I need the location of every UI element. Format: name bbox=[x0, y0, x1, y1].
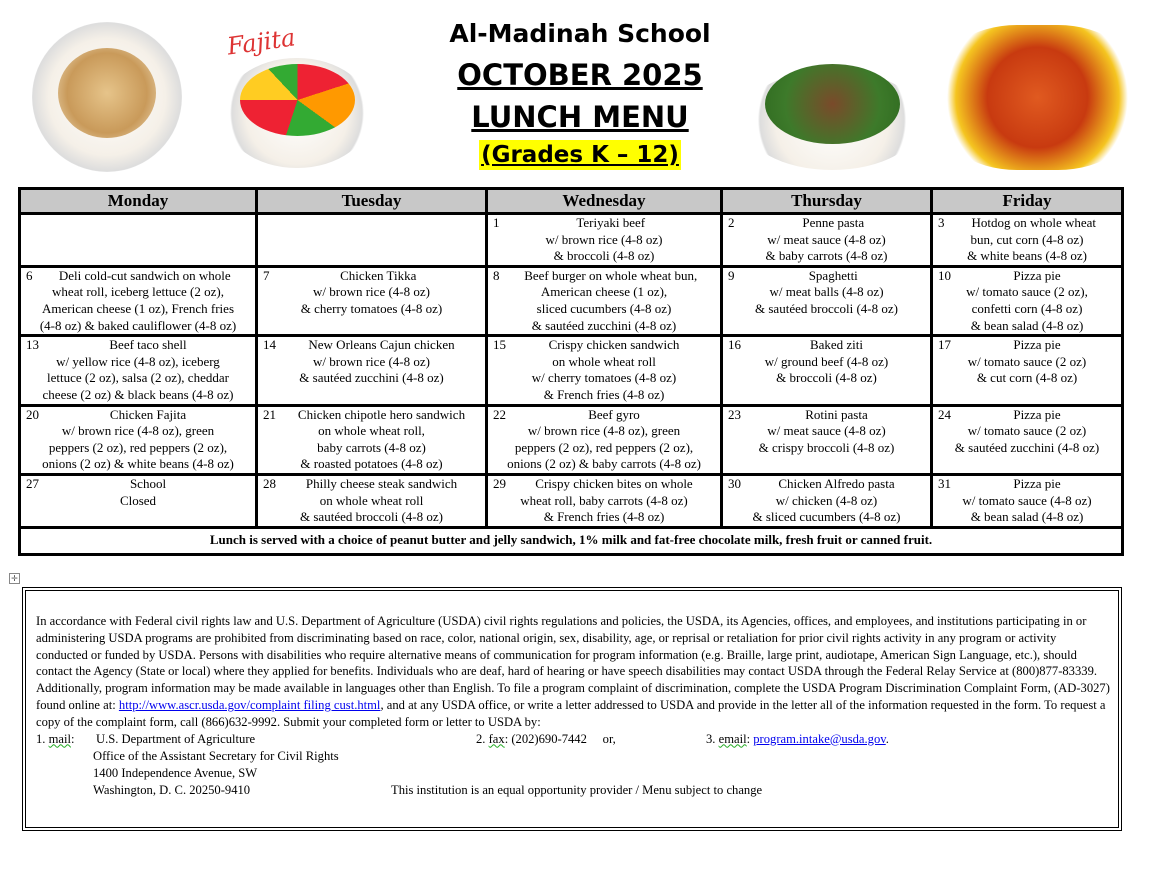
menu-line: American cheese (1 oz), bbox=[540, 284, 668, 300]
menu-line: w/ chicken (4-8 oz) bbox=[775, 492, 878, 508]
email-number: 3. bbox=[706, 731, 716, 746]
day-number: 31 bbox=[938, 475, 951, 491]
week-row bbox=[20, 266, 1123, 335]
day-number: 6 bbox=[26, 267, 33, 283]
menu-line: American cheese (1 oz), French fries bbox=[41, 300, 235, 316]
menu-day-cell bbox=[722, 266, 932, 335]
menu-day-cell bbox=[20, 336, 257, 405]
complaint-form-link[interactable]: http://www.ascr.usda.gov/complaint filing cust.html bbox=[118, 697, 381, 712]
mail-address-line: 1400 Independence Avenue, SW bbox=[93, 765, 258, 780]
menu-first-line bbox=[23, 407, 253, 424]
menu-first-line bbox=[725, 407, 928, 424]
menu-first-line bbox=[23, 268, 253, 285]
menu-line: Crispy chicken bites on whole bbox=[535, 475, 693, 491]
week-row bbox=[20, 214, 1123, 267]
menu-line: w/ brown rice (4-8 oz) bbox=[545, 231, 663, 247]
menu-line: wheat roll, iceberg lettuce (2 oz), bbox=[52, 284, 224, 300]
day-number: 9 bbox=[728, 267, 735, 283]
day-number: 20 bbox=[26, 406, 39, 422]
menu-day-cell bbox=[722, 214, 932, 267]
menu-line: w/ brown rice (4-8 oz) bbox=[313, 284, 430, 300]
menu-line: (4-8 oz) & baked cauliflower (4-8 oz) bbox=[39, 317, 237, 333]
menu-line: Teriyaki beef bbox=[576, 215, 646, 230]
menu-line: Chicken Alfredo pasta bbox=[778, 475, 895, 491]
grades-label: (Grades K – 12) bbox=[481, 142, 679, 168]
menu-day-cell bbox=[20, 266, 257, 335]
menu-first-line bbox=[725, 268, 928, 285]
menu-line: Crispy chicken sandwich bbox=[548, 337, 680, 353]
menu-day-cell bbox=[932, 474, 1123, 527]
statement-para-1: In accordance with Federal civil rights law and U.S. Department of Agriculture (USDA) civil rights regulations and policies, the USDA, its Agencies, offices, and employees, and institutions participating in or administering USDA programs are prohibited from discriminating based on race, color, national origin, sex, disability, age, or reprisal or retaliation for prior civil rights activity in any program or activity conducted or funded by USDA. Persons with disabilities who require alternative means of communication for program information (e.g. Braille, large print, audiotape, American Sign Language, etc.), should contact the Agency (State or local) where they applied for benefits. Individuals who are deaf, hard of hearing or have speech disabilities may contact USDA through the Federal Relay Service at (800)877-83339. Additionally, program information may be made available in languages other than English. To file a program complaint of discrimination, complete the USDA Program Discrimination Complaint Form, (AD-3027) found online at: bbox=[36, 614, 1110, 712]
menu-line: on whole wheat roll, bbox=[318, 423, 425, 439]
mail-address-line: U.S. Department of Agriculture bbox=[96, 731, 256, 746]
menu-line: Pizza pie bbox=[1013, 475, 1061, 491]
day-number: 2 bbox=[728, 215, 735, 230]
menu-line: w/ tomato sauce (2 oz) bbox=[967, 423, 1087, 439]
day-number: 24 bbox=[938, 406, 951, 422]
lunch-menu-table bbox=[18, 187, 1124, 556]
day-number: 7 bbox=[263, 267, 270, 283]
email-label: email bbox=[718, 731, 747, 746]
menu-first-line bbox=[490, 476, 718, 493]
day-number: 3 bbox=[938, 215, 945, 230]
usda-nondiscrimination-statement bbox=[22, 587, 1122, 831]
menu-day-cell bbox=[20, 474, 257, 527]
menu-line: Chicken Tikka bbox=[340, 267, 417, 283]
fax-label: fax bbox=[488, 731, 505, 746]
school-name: Al-Madinah School bbox=[449, 19, 711, 48]
page-header bbox=[420, 14, 740, 170]
fax-value: : (202)690-7442 or, bbox=[504, 731, 616, 746]
menu-line: onions (2 oz) & baby carrots (4-8 oz) bbox=[507, 456, 701, 472]
menu-line: on whole wheat roll bbox=[552, 353, 656, 369]
menu-line: & sautéed broccoli (4-8 oz) bbox=[755, 300, 898, 316]
menu-line: & crispy broccoli (4-8 oz) bbox=[758, 439, 895, 455]
menu-line: sliced cucumbers (4-8 oz) bbox=[536, 300, 672, 316]
day-header-thursday: Thursday bbox=[722, 189, 932, 214]
menu-first-line bbox=[935, 476, 1119, 493]
menu-line: w/ tomato sauce (2 oz) bbox=[967, 353, 1087, 369]
menu-line: Chicken Fajita bbox=[109, 406, 187, 422]
menu-day-cell bbox=[20, 405, 257, 474]
menu-first-line bbox=[725, 215, 928, 232]
menu-first-line bbox=[260, 268, 483, 285]
day-header-friday: Friday bbox=[932, 189, 1123, 214]
menu-line: baby carrots (4-8 oz) bbox=[317, 439, 426, 455]
menu-line: w/ cherry tomatoes (4-8 oz) bbox=[531, 370, 677, 386]
menu-line: peppers (2 oz), red peppers (2 oz), bbox=[48, 439, 228, 455]
menu-day-cell bbox=[487, 214, 722, 267]
menu-line: w/ tomato sauce (2 oz), bbox=[966, 284, 1088, 300]
menu-line: w/ yellow rice (4-8 oz), iceberg bbox=[56, 353, 220, 369]
menu-line: & cherry tomatoes (4-8 oz) bbox=[300, 300, 443, 316]
menu-line: w/ meat sauce (4-8 oz) bbox=[767, 231, 886, 247]
menu-day-cell bbox=[932, 336, 1123, 405]
menu-line: & sautéed broccoli (4-8 oz) bbox=[300, 509, 443, 525]
menu-day-cell bbox=[932, 405, 1123, 474]
menu-day-cell bbox=[257, 474, 487, 527]
menu-line: Penne pasta bbox=[802, 215, 865, 230]
contact-methods: 1. mail: U.S. Department of Agriculture Office of the Assistant Secretary for Civil Rights 1400 Independence Avenue, SW Washington, D. C. 20250-9410 2. fax: (202)690-7442 or, 3. email: program.intake@usda.gov. This institution is an equal opportunity provider / Menu subject to change bbox=[36, 731, 889, 797]
statement-text bbox=[36, 613, 1110, 731]
menu-line: & French fries (4-8 oz) bbox=[543, 386, 665, 402]
day-number: 23 bbox=[728, 406, 741, 422]
menu-first-line bbox=[23, 337, 253, 354]
menu-month: OCTOBER 2025 bbox=[457, 58, 703, 92]
menu-line: w/ brown rice (4-8 oz), green bbox=[61, 423, 215, 439]
menu-line: Closed bbox=[119, 492, 157, 508]
menu-first-line bbox=[725, 337, 928, 354]
menu-first-line bbox=[490, 407, 718, 424]
menu-line: Hotdog on whole wheat bbox=[971, 215, 1097, 230]
day-number: 27 bbox=[26, 475, 39, 491]
menu-line: & broccoli (4-8 oz) bbox=[553, 248, 655, 264]
menu-line: Baked ziti bbox=[809, 337, 864, 353]
menu-line: on whole wheat roll bbox=[319, 492, 424, 508]
menu-line: & bean salad (4-8 oz) bbox=[970, 317, 1084, 333]
day-number: 1 bbox=[493, 215, 500, 230]
day-number: 21 bbox=[263, 406, 276, 422]
week-row bbox=[20, 405, 1123, 474]
menu-line: w/ brown rice (4-8 oz), green bbox=[527, 423, 681, 439]
menu-first-line bbox=[260, 476, 483, 493]
menu-day-cell bbox=[257, 266, 487, 335]
menu-line: wheat roll, baby carrots (4-8 oz) bbox=[520, 492, 688, 508]
menu-line: w/ tomato sauce (4-8 oz) bbox=[962, 492, 1092, 508]
mail-address-line: Washington, D. C. 20250-9410 bbox=[93, 782, 251, 797]
note-row bbox=[20, 527, 1123, 554]
day-number: 10 bbox=[938, 267, 951, 283]
menu-line: & white beans (4-8 oz) bbox=[967, 248, 1087, 264]
day-number: 22 bbox=[493, 406, 506, 422]
menu-line: lettuce (2 oz), salsa (2 oz), cheddar bbox=[47, 370, 229, 386]
menu-first-line bbox=[725, 476, 928, 493]
menu-first-line bbox=[935, 268, 1119, 285]
menu-line: w/ brown rice (4-8 oz) bbox=[313, 353, 430, 369]
menu-line: & bean salad (4-8 oz) bbox=[970, 509, 1084, 525]
menu-day-cell bbox=[20, 214, 257, 267]
menu-line: School bbox=[129, 475, 167, 491]
menu-line: Philly cheese steak sandwich bbox=[305, 475, 458, 491]
menu-day-cell bbox=[487, 474, 722, 527]
menu-day-cell bbox=[257, 214, 487, 267]
fax-number: 2. bbox=[476, 731, 486, 746]
menu-line: Beef gyro bbox=[588, 406, 640, 422]
menu-first-line bbox=[490, 268, 718, 285]
menu-day-cell bbox=[487, 266, 722, 335]
day-number: 16 bbox=[728, 337, 741, 353]
menu-first-line bbox=[490, 337, 718, 354]
menu-day-cell bbox=[257, 336, 487, 405]
menu-day-cell bbox=[722, 405, 932, 474]
menu-line: Pizza pie bbox=[1013, 406, 1061, 422]
menu-day-cell bbox=[487, 336, 722, 405]
menu-day-cell bbox=[722, 336, 932, 405]
menu-line: New Orleans Cajun chicken bbox=[308, 337, 455, 353]
menu-day-cell bbox=[932, 266, 1123, 335]
menu-line: bun, cut corn (4-8 oz) bbox=[970, 231, 1084, 247]
day-header-monday: Monday bbox=[20, 189, 257, 214]
menu-line: cheese (2 oz) & black beans (4-8 oz) bbox=[42, 386, 234, 402]
day-number: 8 bbox=[493, 267, 500, 283]
menu-line: Deli cold-cut sandwich on whole bbox=[58, 267, 231, 283]
menu-line: w/ ground beef (4-8 oz) bbox=[764, 353, 889, 369]
mail-number: 1. bbox=[36, 731, 46, 746]
menu-first-line bbox=[935, 215, 1119, 232]
day-number: 28 bbox=[263, 475, 276, 491]
menu-line: Beef burger on whole wheat bun, bbox=[524, 267, 698, 283]
day-header-tuesday: Tuesday bbox=[257, 189, 487, 214]
menu-first-line bbox=[260, 407, 483, 424]
day-number: 15 bbox=[493, 337, 506, 353]
menu-line: & sautéed zucchini (4-8 oz) bbox=[531, 317, 677, 333]
fajita-label: Fajita bbox=[225, 23, 298, 61]
day-number: 14 bbox=[263, 337, 276, 353]
day-number: 29 bbox=[493, 475, 506, 491]
menu-day-cell bbox=[257, 405, 487, 474]
menu-line: Chicken chipotle hero sandwich bbox=[297, 406, 466, 422]
menu-line: Spaghetti bbox=[808, 267, 858, 283]
lunch-note: Lunch is served with a choice of peanut butter and jelly sandwich, 1% milk and fat-free chocolate milk, fresh fruit or canned fruit. bbox=[20, 527, 1123, 554]
menu-line: & French fries (4-8 oz) bbox=[543, 509, 665, 525]
menu-day-cell bbox=[932, 214, 1123, 267]
menu-title: LUNCH MENU bbox=[471, 100, 689, 134]
menu-line: & cut corn (4-8 oz) bbox=[976, 370, 1078, 386]
menu-line: w/ meat balls (4-8 oz) bbox=[769, 284, 884, 300]
menu-day-cell bbox=[487, 405, 722, 474]
menu-line: & sliced cucumbers (4-8 oz) bbox=[752, 509, 901, 525]
menu-line: w/ meat sauce (4-8 oz) bbox=[767, 423, 886, 439]
menu-first-line bbox=[935, 407, 1119, 424]
menu-line: onions (2 oz) & white beans (4-8 oz) bbox=[42, 456, 234, 472]
equal-opportunity-statement: This institution is an equal opportunity provider / Menu subject to change bbox=[391, 782, 763, 797]
menu-line: & sautéed zucchini (4-8 oz) bbox=[299, 370, 444, 386]
menu-line: Beef taco shell bbox=[109, 337, 187, 353]
menu-line: & baby carrots (4-8 oz) bbox=[765, 248, 888, 264]
menu-day-cell bbox=[722, 474, 932, 527]
day-number: 13 bbox=[26, 337, 39, 353]
menu-first-line bbox=[260, 337, 483, 354]
menu-line: & sautéed zucchini (4-8 oz) bbox=[954, 439, 1100, 455]
mail-label: mail bbox=[48, 731, 71, 746]
table-move-handle[interactable]: ✛ bbox=[9, 573, 20, 584]
statement-para-2: , and at any USDA office, or write a letter addressed to USDA and provide in the letter all of the information requested in the form. To request a copy of the complaint form, call (866)632-9992. Submit your completed form or letter to USDA by: bbox=[36, 697, 1106, 729]
menu-line: & broccoli (4-8 oz) bbox=[776, 370, 877, 386]
day-number: 30 bbox=[728, 475, 741, 491]
menu-first-line bbox=[490, 215, 718, 232]
menu-line: & roasted potatoes (4-8 oz) bbox=[300, 456, 443, 472]
email-link[interactable]: program.intake@usda.gov bbox=[753, 731, 886, 746]
day-number: 17 bbox=[938, 337, 951, 353]
week-row bbox=[20, 474, 1123, 527]
mail-address-line: Office of the Assistant Secretary for Civil Rights bbox=[93, 748, 339, 763]
menu-line: peppers (2 oz), red peppers (2 oz), bbox=[514, 439, 694, 455]
menu-line: Pizza pie bbox=[1013, 337, 1061, 353]
menu-line: Rotini pasta bbox=[805, 406, 868, 422]
menu-first-line bbox=[935, 337, 1119, 354]
day-header-wednesday: Wednesday bbox=[487, 189, 722, 214]
week-row bbox=[20, 336, 1123, 405]
menu-first-line bbox=[23, 476, 253, 493]
day-header-row bbox=[20, 189, 1123, 214]
menu-line: confetti corn (4-8 oz) bbox=[971, 300, 1083, 316]
menu-line: Pizza pie bbox=[1013, 267, 1061, 283]
